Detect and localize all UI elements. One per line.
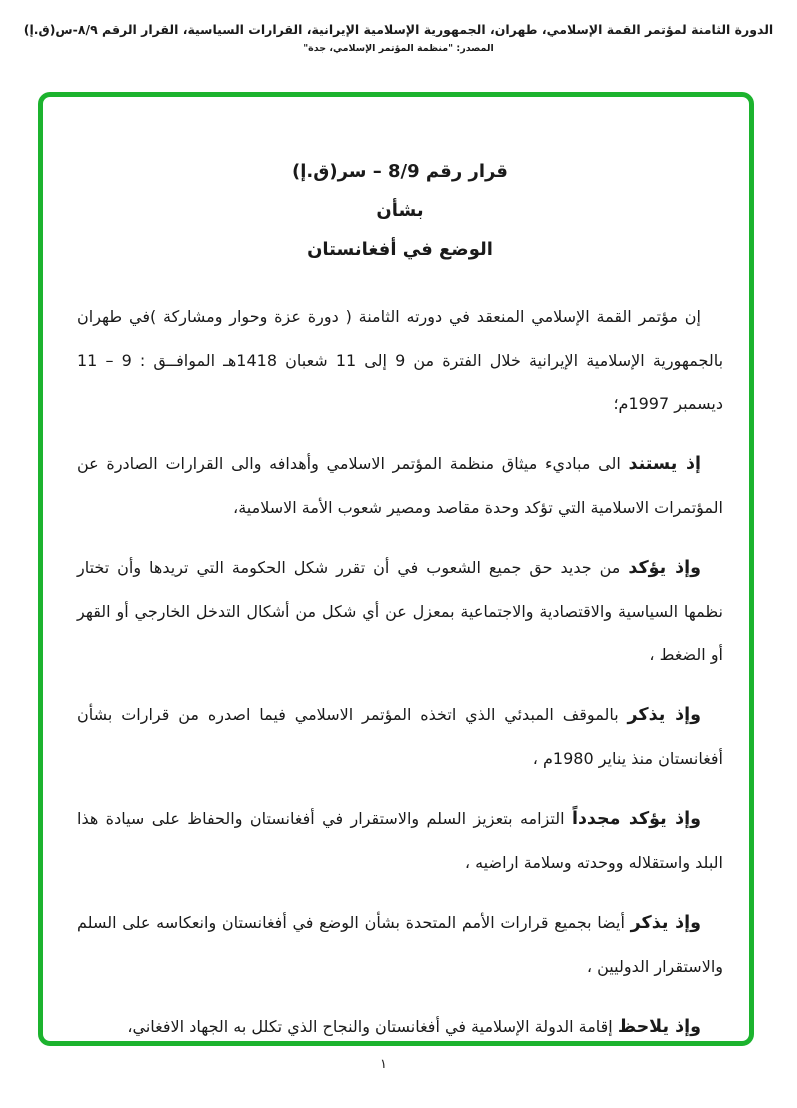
page-number: ١ — [380, 1057, 387, 1072]
clause-paragraph — [77, 797, 723, 884]
green-border-frame — [38, 92, 754, 1046]
paragraph-lead: وإذ يؤكد — [628, 558, 701, 578]
clause-paragraph — [77, 1005, 723, 1049]
resolution-subject-title: الوضع في أفغانستان — [307, 239, 493, 260]
paragraph-text: إقامة الدولة الإسلامية في أفغانستان والنجاح الذي تكلل به الجهاد الافغاني، — [127, 1017, 618, 1036]
paragraph-text: إن مؤتمر القمة الإسلامي المنعقد في دورته الثامنة ( دورة عزة وحوار ومشاركة )في طهران بالجمهورية الإسلامية الإيرانية خلال الفترة من 9 إلى 11 شعبان 1418هـ الموافــق : 9 – 11 ديسمبر 1997م؛ — [77, 307, 724, 413]
paragraph-text: من جديد حق جميع الشعوب في أن تقرر شكل الحكومة التي تريدها وأن تختار نظمها السياسية والاقتصادية والاجتماعية بمعزل عن أي شكل من أشكال التدخل الخارجي أو القهر أو الضغط ، — [77, 558, 723, 664]
resolution-title-block — [77, 161, 723, 261]
paragraph-lead: وإذ يذكر — [630, 913, 701, 933]
paragraph-text: الى مباديء ميثاق منظمة المؤتمر الاسلامي وأهدافه والى القرارات الصادرة عن المؤتمرات الاسلامية التي تؤكد وحدة مقاصد ومصير شعوب الأمة الاسلامية، — [77, 454, 723, 517]
paragraph-text: أيضا بجميع قرارات الأمم المتحدة بشأن الوضع في أفغانستان وانعكاسه على السلم والاستقرار الدوليين ، — [77, 913, 723, 976]
clause-paragraph — [77, 442, 723, 529]
paragraph-text: بالموقف المبدئي الذي اتخذه المؤتمر الاسلامي فيما اصدره من قرارات بشأن أفغانستان منذ يناير 1980م ، — [77, 705, 723, 768]
resolution-subject-word: بشأن — [376, 200, 424, 221]
paragraph-text: التزامه بتعزيز السلم والاستقرار في أفغانستان والحفاظ على سيادة هذا البلد واستقلاله ووحدته وسلامة اراضيه ، — [77, 809, 723, 872]
resolution-body — [77, 295, 723, 1049]
paragraph-lead: وإذ يذكر — [627, 705, 701, 725]
document-header — [0, 22, 797, 54]
paragraph-lead: وإذ يلاحظ — [617, 1017, 701, 1037]
paragraph-lead: وإذ يؤكد مجدداً — [571, 809, 701, 829]
header-citation-line: الدورة الثامنة لمؤتمر القمة الإسلامي، طهران، الجمهورية الإسلامية الإيرانية، القرارات السياسية، القرار الرقم ٨/٩-س(ق.إ) — [23, 22, 774, 37]
paragraph-lead: إذ يستند — [628, 454, 701, 474]
clause-paragraph — [77, 546, 723, 676]
clause-paragraph — [77, 901, 723, 988]
header-source-line: المصدر: "منظمة المؤتمر الإسلامي، جدة" — [303, 43, 494, 54]
preamble-paragraph — [77, 295, 723, 425]
clause-paragraph — [77, 693, 723, 780]
resolution-number-title: قرار رقم 8/9 – سر(ق.إ) — [292, 161, 508, 182]
